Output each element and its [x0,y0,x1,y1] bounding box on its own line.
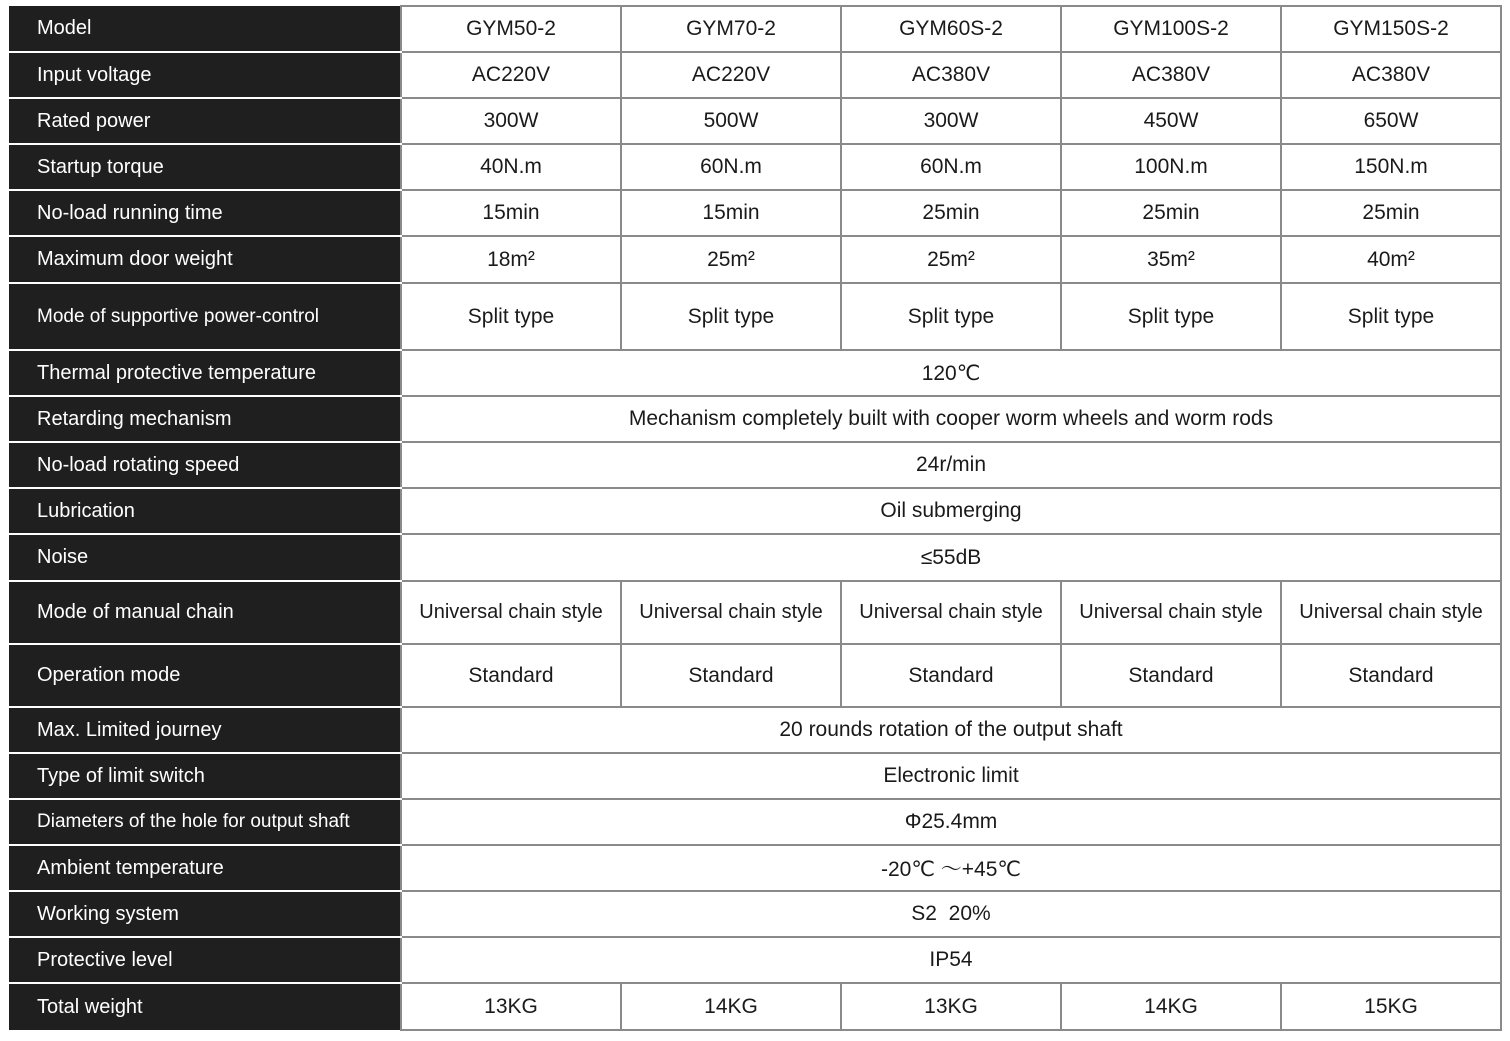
table-cell: Φ25.4mm [401,799,1501,845]
table-cell: -20℃ ～+45℃ [401,845,1501,891]
table-cell: GYM60S-2 [841,6,1061,52]
row-label: Protective level [9,937,401,983]
table-cell: GYM50-2 [401,6,621,52]
spec-table [9,5,1502,1031]
table-cell: Standard [401,644,621,707]
table-cell: 25m² [621,236,841,283]
table-cell: AC380V [1061,52,1281,98]
table-cell: Standard [1061,644,1281,707]
table-cell: IP54 [401,937,1501,983]
table-cell: GYM150S-2 [1281,6,1501,52]
table-cell: 15min [401,190,621,236]
table-cell: Oil submerging [401,488,1501,534]
table-cell: 40m² [1281,236,1501,283]
table-cell: 300W [401,98,621,144]
table-row-noise [9,534,1501,581]
table-cell: 13KG [841,983,1061,1030]
table-cell: Universal chain style [401,581,621,644]
table-row-max-limited-journey [9,707,1501,753]
table-cell: 25min [1281,190,1501,236]
row-label: No-load running time [9,190,401,236]
table-cell: 15KG [1281,983,1501,1030]
table-cell: Split type [841,283,1061,350]
table-cell: GYM100S-2 [1061,6,1281,52]
table-cell: 25m² [841,236,1061,283]
table-cell: Standard [1281,644,1501,707]
row-label: Type of limit switch [9,753,401,799]
table-row-operation-mode [9,644,1501,707]
table-row-total-weight [9,983,1501,1030]
table-cell: 13KG [401,983,621,1030]
table-cell: 60N.m [621,144,841,190]
table-cell: Standard [841,644,1061,707]
table-cell: ≤55dB [401,534,1501,581]
table-cell: 650W [1281,98,1501,144]
row-label: Input voltage [9,52,401,98]
table-cell: Universal chain style [841,581,1061,644]
row-label: Operation mode [9,644,401,707]
table-cell: AC220V [401,52,621,98]
table-cell: 14KG [1061,983,1281,1030]
table-row-mode-of-manual-chain [9,581,1501,644]
table-row-input-voltage [9,52,1501,98]
row-label: Diameters of the hole for output shaft [9,799,401,845]
table-row-ambient-temperature [9,845,1501,891]
row-label: Rated power [9,98,401,144]
table-cell: 450W [1061,98,1281,144]
row-label: Model [9,6,401,52]
row-label: Lubrication [9,488,401,534]
table-cell: 120℃ [401,350,1501,396]
table-cell: Universal chain style [1281,581,1501,644]
table-cell: 35m² [1061,236,1281,283]
table-row-startup-torque [9,144,1501,190]
row-label: Max. Limited journey [9,707,401,753]
table-cell: 100N.m [1061,144,1281,190]
table-cell: Universal chain style [621,581,841,644]
table-cell: Split type [621,283,841,350]
row-label: Mode of supportive power-control [9,283,401,350]
row-label: Ambient temperature [9,845,401,891]
table-cell: 25min [841,190,1061,236]
table-cell: 14KG [621,983,841,1030]
table-cell: 500W [621,98,841,144]
row-label: Total weight [9,983,401,1030]
table-cell: 60N.m [841,144,1061,190]
table-row-working-system [9,891,1501,937]
table-row-mode-of-supportive-power-control [9,283,1501,350]
table-row-model [9,6,1501,52]
table-row-type-of-limit-switch [9,753,1501,799]
row-label: Startup torque [9,144,401,190]
table-row-thermal-protective-temperature [9,350,1501,396]
table-cell: Standard [621,644,841,707]
row-label: Mode of manual chain [9,581,401,644]
table-cell: Split type [1281,283,1501,350]
table-cell: 25min [1061,190,1281,236]
table-row-no-load-rotating-speed [9,442,1501,488]
table-cell: Mechanism completely built with cooper worm wheels and worm rods [401,396,1501,442]
table-cell: 18m² [401,236,621,283]
table-cell: 40N.m [401,144,621,190]
row-label: Noise [9,534,401,581]
table-row-lubrication [9,488,1501,534]
table-cell: 20 rounds rotation of the output shaft [401,707,1501,753]
row-label: Working system [9,891,401,937]
table-cell: 24r/min [401,442,1501,488]
table-row-retarding-mechanism [9,396,1501,442]
table-cell: AC380V [841,52,1061,98]
row-label: No-load rotating speed [9,442,401,488]
table-row-no-load-running-time [9,190,1501,236]
row-label: Thermal protective temperature [9,350,401,396]
table-cell: Split type [401,283,621,350]
row-label: Retarding mechanism [9,396,401,442]
table-cell: 300W [841,98,1061,144]
table-cell: Split type [1061,283,1281,350]
table-cell: AC220V [621,52,841,98]
table-row-rated-power [9,98,1501,144]
table-cell: GYM70-2 [621,6,841,52]
table-row-protective-level [9,937,1501,983]
table-row-diameters-of-hole [9,799,1501,845]
table-cell: AC380V [1281,52,1501,98]
table-cell: 15min [621,190,841,236]
table-row-maximum-door-weight [9,236,1501,283]
row-label: Maximum door weight [9,236,401,283]
table-cell: Universal chain style [1061,581,1281,644]
table-cell: 150N.m [1281,144,1501,190]
table-cell: Electronic limit [401,753,1501,799]
table-cell: S2 20% [401,891,1501,937]
